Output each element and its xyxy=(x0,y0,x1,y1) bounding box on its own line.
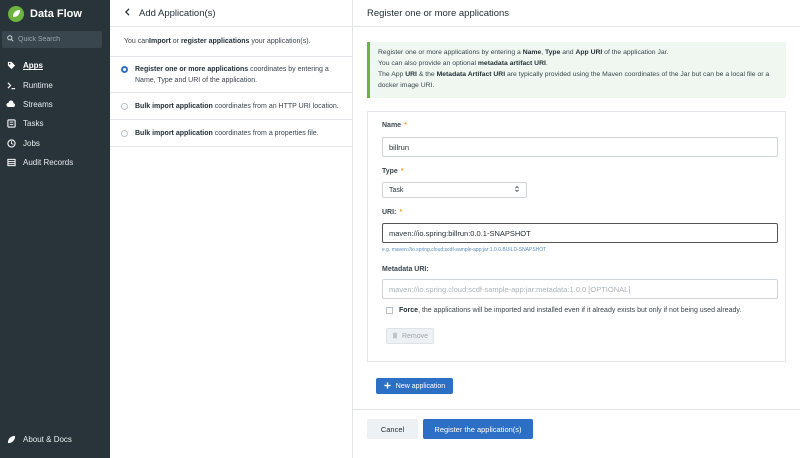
info-bold: metadata artifact URI xyxy=(477,60,546,67)
info-line-2 xyxy=(378,58,778,69)
option-text: coordinates from a properties file. xyxy=(212,129,319,137)
radio[interactable] xyxy=(121,103,128,110)
register-button[interactable]: Register the application(s) xyxy=(423,419,533,439)
info-text: are typically provided using the Maven coordinates of the Jar but can be a local file or a docker image URI. xyxy=(378,71,770,89)
sidebar-item-streams[interactable] xyxy=(0,95,110,114)
clock-icon xyxy=(6,139,16,148)
uri-label xyxy=(382,209,402,216)
list-icon xyxy=(6,119,16,128)
search-input[interactable] xyxy=(18,36,103,43)
info-text: of the application Jar. xyxy=(602,49,669,56)
option-bulk-import-uri[interactable] xyxy=(110,93,352,120)
info-text: & the xyxy=(416,71,437,78)
info-line-3 xyxy=(378,69,778,91)
sidebar-item-label: Runtime xyxy=(23,80,53,90)
name-label xyxy=(382,122,407,129)
force-checkbox[interactable] xyxy=(386,307,393,314)
page-title: Add Application(s) xyxy=(139,7,216,19)
info-bold: Type xyxy=(545,49,561,56)
radio-selected[interactable] xyxy=(121,66,128,73)
sidebar-item-label: Audit Records xyxy=(23,158,74,168)
type-label-text: Type xyxy=(382,168,398,175)
sidebar-item-label: Apps xyxy=(23,61,43,71)
sidebar-item-runtime[interactable] xyxy=(0,75,110,94)
plus-icon xyxy=(384,382,391,391)
uri-label-text: URI: xyxy=(382,209,397,216)
force-text: , the applications will be imported and installed even if it already exists but only if not being used already. xyxy=(418,307,742,314)
metadata-uri-field[interactable]: maven://io.spring.cloud:scdf-sample-app:jar:metadata:1.0.0 [OPTIONAL] xyxy=(382,279,778,299)
intro-text-part: your application(s). xyxy=(249,38,311,45)
uri-help-text: e.g. maven://io.spring.cloud:scdf-sample-app:jar:1.0.0.BUILD-SNAPSHOT xyxy=(382,247,547,253)
sidebar-item-tasks[interactable] xyxy=(0,114,110,133)
info-bold: App URI xyxy=(575,49,603,56)
register-panel xyxy=(353,0,800,458)
application-form-card xyxy=(367,111,786,362)
info-text: , xyxy=(541,49,545,56)
intro-text xyxy=(110,27,352,57)
back-chevron-icon[interactable] xyxy=(124,8,131,18)
info-text: and xyxy=(560,49,576,56)
terminal-icon xyxy=(6,81,16,90)
option-bulk-import-file[interactable] xyxy=(110,120,352,147)
sidebar-item-label: Jobs xyxy=(23,138,40,148)
info-box xyxy=(367,42,786,98)
type-selected-value: Task xyxy=(389,186,404,194)
sidebar xyxy=(0,0,110,458)
name-label-text: Name xyxy=(382,122,402,129)
sidebar-item-about-docs[interactable] xyxy=(0,430,110,449)
sidebar-item-jobs[interactable] xyxy=(0,134,110,153)
cancel-button[interactable]: Cancel xyxy=(367,419,418,439)
required-mark: * xyxy=(400,168,404,175)
option-label xyxy=(135,128,319,139)
option-label xyxy=(135,64,346,86)
sidebar-item-label: Tasks xyxy=(23,119,44,129)
sidebar-item-apps[interactable] xyxy=(0,56,110,75)
trash-icon xyxy=(392,332,398,341)
type-select[interactable] xyxy=(382,182,527,198)
type-label xyxy=(382,168,404,175)
info-line-1 xyxy=(378,47,778,58)
new-application-button[interactable] xyxy=(376,378,453,394)
intro-text-part: You can xyxy=(124,38,150,45)
info-text: You can also provide an optional xyxy=(378,60,478,67)
cloud-icon xyxy=(6,100,16,109)
required-mark: * xyxy=(404,122,407,129)
info-text: Register one or more applications by entering a xyxy=(378,49,523,56)
register-link[interactable]: register applications xyxy=(180,38,250,45)
sidebar-item-label: Streams xyxy=(23,99,53,109)
brand[interactable] xyxy=(0,0,110,27)
info-text: . xyxy=(545,60,548,67)
option-bold: Register one or more applications xyxy=(135,66,249,73)
brand-title: Data Flow xyxy=(30,7,82,20)
force-label xyxy=(399,307,741,314)
import-link[interactable]: Import xyxy=(149,38,171,45)
select-arrows-icon xyxy=(514,185,520,195)
tag-icon xyxy=(6,61,16,70)
force-bold: Force xyxy=(399,307,419,314)
new-application-label: New application xyxy=(395,382,446,390)
option-label xyxy=(135,101,339,112)
option-text: coordinates from an HTTP URI location. xyxy=(212,102,339,110)
option-text: coordinates by entering a Name, Type and URI of the application. xyxy=(135,66,329,84)
radio[interactable] xyxy=(121,130,128,137)
sidebar-item-audit-records[interactable] xyxy=(0,153,110,172)
remove-label: Remove xyxy=(401,332,429,340)
metadata-uri-label: Metadata URI: xyxy=(382,266,429,273)
info-bold: Name xyxy=(522,49,542,56)
panel-header xyxy=(110,0,352,27)
info-text: The App xyxy=(378,71,406,78)
intro-text-part: or xyxy=(170,38,181,45)
add-application-panel xyxy=(110,0,353,458)
option-bold: Bulk import application xyxy=(135,129,213,137)
name-field[interactable]: billrun xyxy=(382,137,778,157)
force-option[interactable] xyxy=(386,307,741,314)
uri-field[interactable]: maven://io.spring:billrun:0.0.1-SNAPSHOT xyxy=(382,223,778,243)
panel-title: Register one or more applications xyxy=(353,0,800,27)
table-icon xyxy=(6,158,16,167)
info-bold: Metadata Artifact URI xyxy=(436,71,506,78)
footer-divider xyxy=(353,409,800,410)
quick-search[interactable] xyxy=(2,31,102,48)
option-bold: Bulk import application xyxy=(135,102,213,110)
option-register-apps[interactable] xyxy=(110,57,352,93)
leaf-icon xyxy=(6,435,16,444)
sidebar-item-label: About & Docs xyxy=(23,435,72,445)
info-bold: URI xyxy=(405,71,417,78)
spring-leaf-icon xyxy=(8,6,24,22)
search-icon xyxy=(7,35,14,44)
remove-button[interactable] xyxy=(386,328,434,344)
required-mark: * xyxy=(399,209,403,216)
